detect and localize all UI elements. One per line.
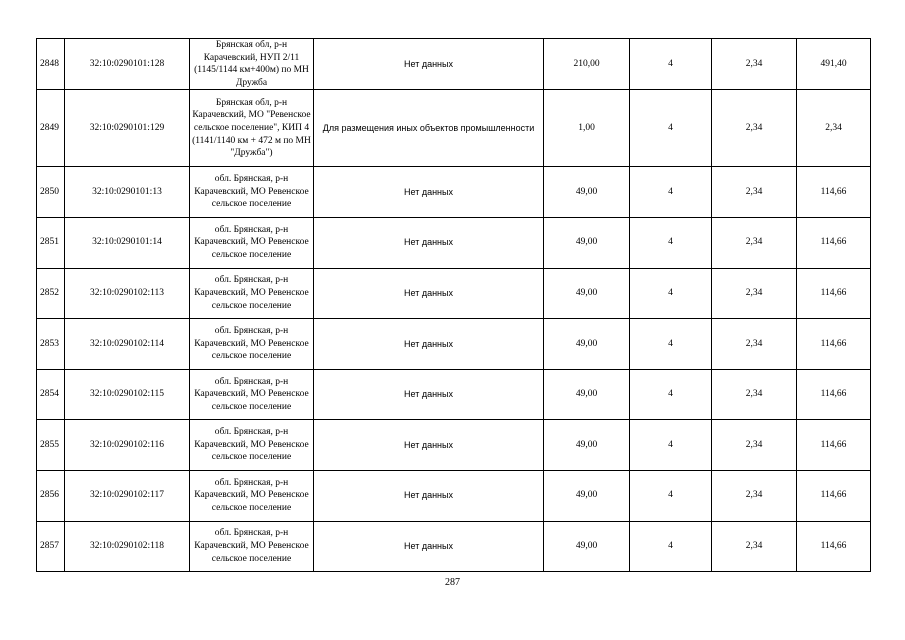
table-row bbox=[37, 39, 871, 90]
table-row bbox=[37, 369, 871, 420]
address: обл. Брянская, р-н Карачевский, МО Ревенское сельское поселение bbox=[190, 268, 314, 319]
group: 4 bbox=[630, 319, 712, 370]
address: Брянская обл, р-н Карачевский, НУП 2/11 (1145/1144 км+400м) по МН Дружба bbox=[190, 39, 314, 90]
cadastral-number: 32:10:0290102:114 bbox=[65, 319, 190, 370]
table-row bbox=[37, 521, 871, 572]
group: 4 bbox=[630, 369, 712, 420]
area: 49,00 bbox=[544, 470, 630, 521]
permitted-use: Нет данных bbox=[314, 268, 544, 319]
row-number: 2853 bbox=[37, 319, 65, 370]
area: 49,00 bbox=[544, 167, 630, 218]
total-value: 114,66 bbox=[797, 217, 871, 268]
table-row bbox=[37, 217, 871, 268]
area: 49,00 bbox=[544, 319, 630, 370]
table-row bbox=[37, 319, 871, 370]
rate: 2,34 bbox=[712, 369, 797, 420]
cadastral-number: 32:10:0290101:128 bbox=[65, 39, 190, 90]
cadastral-number: 32:10:0290102:115 bbox=[65, 369, 190, 420]
rate: 2,34 bbox=[712, 319, 797, 370]
total-value: 114,66 bbox=[797, 167, 871, 218]
total-value: 114,66 bbox=[797, 369, 871, 420]
rate: 2,34 bbox=[712, 39, 797, 90]
row-number: 2856 bbox=[37, 470, 65, 521]
area: 49,00 bbox=[544, 420, 630, 471]
cadastral-number: 32:10:0290102:116 bbox=[65, 420, 190, 471]
permitted-use: Нет данных bbox=[314, 319, 544, 370]
group: 4 bbox=[630, 268, 712, 319]
address: обл. Брянская, р-н Карачевский, МО Ревенское сельское поселение bbox=[190, 470, 314, 521]
area: 210,00 bbox=[544, 39, 630, 90]
cadastral-number: 32:10:0290101:129 bbox=[65, 90, 190, 167]
cadastral-number: 32:10:0290102:113 bbox=[65, 268, 190, 319]
total-value: 114,66 bbox=[797, 268, 871, 319]
group: 4 bbox=[630, 90, 712, 167]
rate: 2,34 bbox=[712, 420, 797, 471]
table-body bbox=[37, 39, 871, 572]
cadastral-number: 32:10:0290102:117 bbox=[65, 470, 190, 521]
area: 49,00 bbox=[544, 268, 630, 319]
cadastral-number: 32:10:0290101:14 bbox=[65, 217, 190, 268]
group: 4 bbox=[630, 470, 712, 521]
permitted-use: Нет данных bbox=[314, 369, 544, 420]
address: обл. Брянская, р-н Карачевский, МО Ревенское сельское поселение bbox=[190, 420, 314, 471]
total-value: 114,66 bbox=[797, 319, 871, 370]
address: обл. Брянская, р-н Карачевский, МО Ревенское сельское поселение bbox=[190, 319, 314, 370]
rate: 2,34 bbox=[712, 167, 797, 218]
row-number: 2851 bbox=[37, 217, 65, 268]
group: 4 bbox=[630, 521, 712, 572]
total-value: 491,40 bbox=[797, 39, 871, 90]
table-row bbox=[37, 268, 871, 319]
total-value: 2,34 bbox=[797, 90, 871, 167]
permitted-use: Нет данных bbox=[314, 39, 544, 90]
group: 4 bbox=[630, 420, 712, 471]
address: обл. Брянская, р-н Карачевский, МО Ревенское сельское поселение bbox=[190, 217, 314, 268]
table-row bbox=[37, 167, 871, 218]
group: 4 bbox=[630, 167, 712, 218]
row-number: 2849 bbox=[37, 90, 65, 167]
area: 49,00 bbox=[544, 521, 630, 572]
rate: 2,34 bbox=[712, 470, 797, 521]
row-number: 2855 bbox=[37, 420, 65, 471]
address: обл. Брянская, р-н Карачевский, МО Ревенское сельское поселение bbox=[190, 167, 314, 218]
row-number: 2857 bbox=[37, 521, 65, 572]
permitted-use: Нет данных bbox=[314, 521, 544, 572]
table-row bbox=[37, 90, 871, 167]
permitted-use: Для размещения иных объектов промышленности bbox=[314, 90, 544, 167]
land-plot-table bbox=[36, 38, 871, 572]
permitted-use: Нет данных bbox=[314, 470, 544, 521]
area: 49,00 bbox=[544, 369, 630, 420]
total-value: 114,66 bbox=[797, 420, 871, 471]
permitted-use: Нет данных bbox=[314, 217, 544, 268]
address: обл. Брянская, р-н Карачевский, МО Ревенское сельское поселение bbox=[190, 369, 314, 420]
row-number: 2854 bbox=[37, 369, 65, 420]
address: Брянская обл, р-н Карачевский, МО "Ревенское сельское поселение", КИП 4 (1141/1140 км + 472 м по МН "Дружба") bbox=[190, 90, 314, 167]
table-row bbox=[37, 470, 871, 521]
permitted-use: Нет данных bbox=[314, 167, 544, 218]
rate: 2,34 bbox=[712, 521, 797, 572]
row-number: 2852 bbox=[37, 268, 65, 319]
rate: 2,34 bbox=[712, 268, 797, 319]
row-number: 2848 bbox=[37, 39, 65, 90]
address: обл. Брянская, р-н Карачевский, МО Ревенское сельское поселение bbox=[190, 521, 314, 572]
area: 1,00 bbox=[544, 90, 630, 167]
permitted-use: Нет данных bbox=[314, 420, 544, 471]
area: 49,00 bbox=[544, 217, 630, 268]
cadastral-number: 32:10:0290102:118 bbox=[65, 521, 190, 572]
row-number: 2850 bbox=[37, 167, 65, 218]
page-number: 287 bbox=[445, 577, 460, 588]
group: 4 bbox=[630, 217, 712, 268]
rate: 2,34 bbox=[712, 90, 797, 167]
group: 4 bbox=[630, 39, 712, 90]
cadastral-number: 32:10:0290101:13 bbox=[65, 167, 190, 218]
table-row bbox=[37, 420, 871, 471]
total-value: 114,66 bbox=[797, 521, 871, 572]
total-value: 114,66 bbox=[797, 470, 871, 521]
rate: 2,34 bbox=[712, 217, 797, 268]
